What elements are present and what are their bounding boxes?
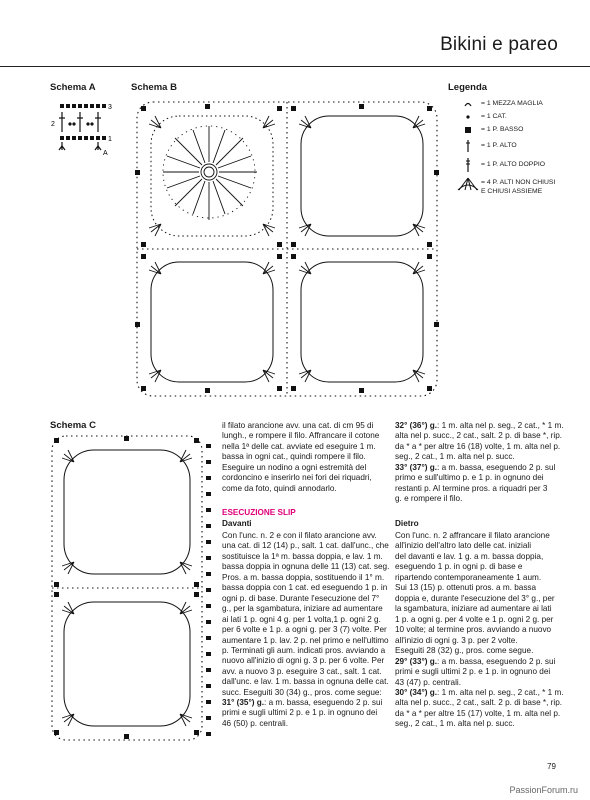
half-arc-icon <box>455 100 481 108</box>
legend-item-treble <box>455 157 581 173</box>
header-rule <box>0 66 590 67</box>
legend-label: = 1 P. BASSO <box>481 126 524 133</box>
row-31: 31° (35°) g. <box>222 698 265 707</box>
schema-c-diagram <box>48 432 216 744</box>
dot-icon <box>455 113 481 121</box>
row-29-text: : a m. bassa, eseguendo 2 p. sui primi e sugli ultimi 2 p. e 1 p. in ognuno dei 43 (47) p. centrali. <box>395 657 556 687</box>
row-32: 32° (36°) g. <box>395 421 438 430</box>
legend-title: Legenda <box>448 82 488 93</box>
row-31-text: : a m. bassa, eseguendo 2 p. sui primi e sugli ultimi 2 p. e 1 p. in ognuno dei 46 (50) p. centrali. <box>222 698 383 728</box>
legend-label: = 1 P. ALTO <box>481 142 517 149</box>
watermark: PassionForum.ru <box>509 785 578 795</box>
schema-a-row-3: 3 <box>108 104 112 111</box>
tall-stitch-icon <box>455 139 481 153</box>
legend-item-half-stitch <box>455 100 581 109</box>
schema-a-start: A <box>103 150 108 157</box>
col2-block2 <box>395 463 565 505</box>
schema-a-label: Schema A <box>50 82 96 93</box>
double-tall-stitch-icon <box>455 157 481 173</box>
schema-a-diagram <box>50 98 122 158</box>
schema-b-label: Schema B <box>131 82 177 93</box>
schema-c-label: Schema C <box>50 420 96 431</box>
col1-body: Con l'unc. n. 2 e con il filato arancione avv. una cat. di 12 (14) p., salt. 1 cat. dall'unc., che sostituisce la 1ª m. bassa doppia, e lav. 1 m. bassa doppia in ognuna delle 11 (13) cat. seg. Pros. a m. bassa doppia, sostituendo il 1° m. bassa doppia con 1 cat. ed eseguendo 1 p. in ogni p. di base. Durante l'esecuzione del 7° g., per la sgambatura, iniziare ad aumentare ai lati 1 p. ogni 4 g. per 1 volta,1 p. ogni 2 g. per 6 volte e 1 p. a ogni g. per 3 (7) volte. Per aumentare 1 p. lav. 2 p. nel primo e nell'ultimo p. Terminati gli aum. indicati pros. avviando a nuovo all'inizio di ogni g. 3 p. per 6 volte. Per avv. a nuovo 3 p. eseguire 3 cat., salt. 1 cat. dall'unc. e lav. 1 m. bassa in ognuna delle cat. succ. Eseguiti 30 (34) g., pros. come segue: <box>222 531 390 697</box>
schema-a-row-1: 1 <box>108 136 112 143</box>
row-33-text: : a m. bassa, eseguendo 2 p. sul primo e sull'ultimo p. e 1 p. in ognuno dei restanti p. Al termine pros. a riquadri per 3 g. e rompere il filo. <box>395 463 556 504</box>
page-title: Bikini e pareo <box>440 34 558 55</box>
subsection-davanti: Davanti <box>222 519 252 528</box>
col2-block4 <box>395 688 565 730</box>
col1-tail <box>222 698 390 729</box>
section-title: ESECUZIONE SLIP <box>222 508 296 517</box>
schema-b-diagram <box>131 96 443 402</box>
col2-block3 <box>395 657 565 688</box>
legend-label: = 1 P. ALTO DOPPIO <box>481 161 546 168</box>
row-30: 30° (34°) g. <box>395 688 438 697</box>
row-33: 33° (37°) g. <box>395 463 438 472</box>
legend-item-cluster <box>455 176 581 196</box>
fan-cluster-icon <box>455 176 481 192</box>
row-32-text: : 1 m. alta nel p. seg., 2 cat., * 1 m. alta nel p. succ., 2 cat., salt. 2 p. di base *, rip. da * a * per altre 16 (18) volte, 1 m. alta nel p. seg., 2 cat., 1 m. alta nel p. succ. <box>395 421 564 462</box>
square-icon <box>455 126 481 134</box>
row-30-text: : 1 m. alta nel p. seg., 2 cat., * 1 m. alta nel p. succ., 2 cat., salt. 2 p. di base *, rip. da * a * per altre 15 (17) volte, 1 m. alta nel p. seg., 2 cat., 1 m. alta nel p. succ. <box>395 688 564 729</box>
legend-label: = 4 P. ALTI NON CHIUSI E CHIUSI ASSIEME <box>481 179 556 195</box>
legend-label: = 1 CAT. <box>481 113 507 120</box>
page-number: 79 <box>547 762 556 771</box>
legend-item-chain <box>455 113 581 122</box>
col1-intro: il filato arancione avv. una cat. di cm 95 di lungh., e rompere il filo. Affrancare il cotone nella 1ª delle cat. avviate ed eseguire 1 m. bassa in ogni cat., quindi rompere il filo. Eseguire un nodino a ogni estremità del cordoncino e inserirlo nei fori dei riquadri, come da foto, quindi annodarlo. <box>222 421 380 493</box>
legend-item-double <box>455 139 581 153</box>
schema-a-row-2: 2 <box>51 121 55 128</box>
legend-label: = 1 MEZZA MAGLIA <box>481 100 543 107</box>
row-29: 29° (33°) g. <box>395 657 438 666</box>
subsection-dietro: Dietro <box>395 519 419 528</box>
col2-block1 <box>395 421 565 463</box>
col2-body: Con l'unc. n. 2 affrancare il filato arancione all'inizio dell'altro lato delle cat. iniziali del davanti e lav. 1 g. a m. bassa doppia, eseguendo 1 p. in ogni p. di base e ripartendo contemporaneamente 1 aum. Sui 13 (15) p. ottenuti pros. a m. bassa doppia e, durante l'esecuzione del 3° g., per la sgambatura, iniziare ad aumentare ai lati 1 p. a ogni g. per 4 volte e 1 p. ogni 2 g. per 10 volte; al termine pros. avviando a nuovo all'inizio di ogni g. 3 p. per 2 volte. Eseguiti 28 (32) g., pros. come segue. <box>395 531 555 655</box>
legend-item-single <box>455 126 581 135</box>
